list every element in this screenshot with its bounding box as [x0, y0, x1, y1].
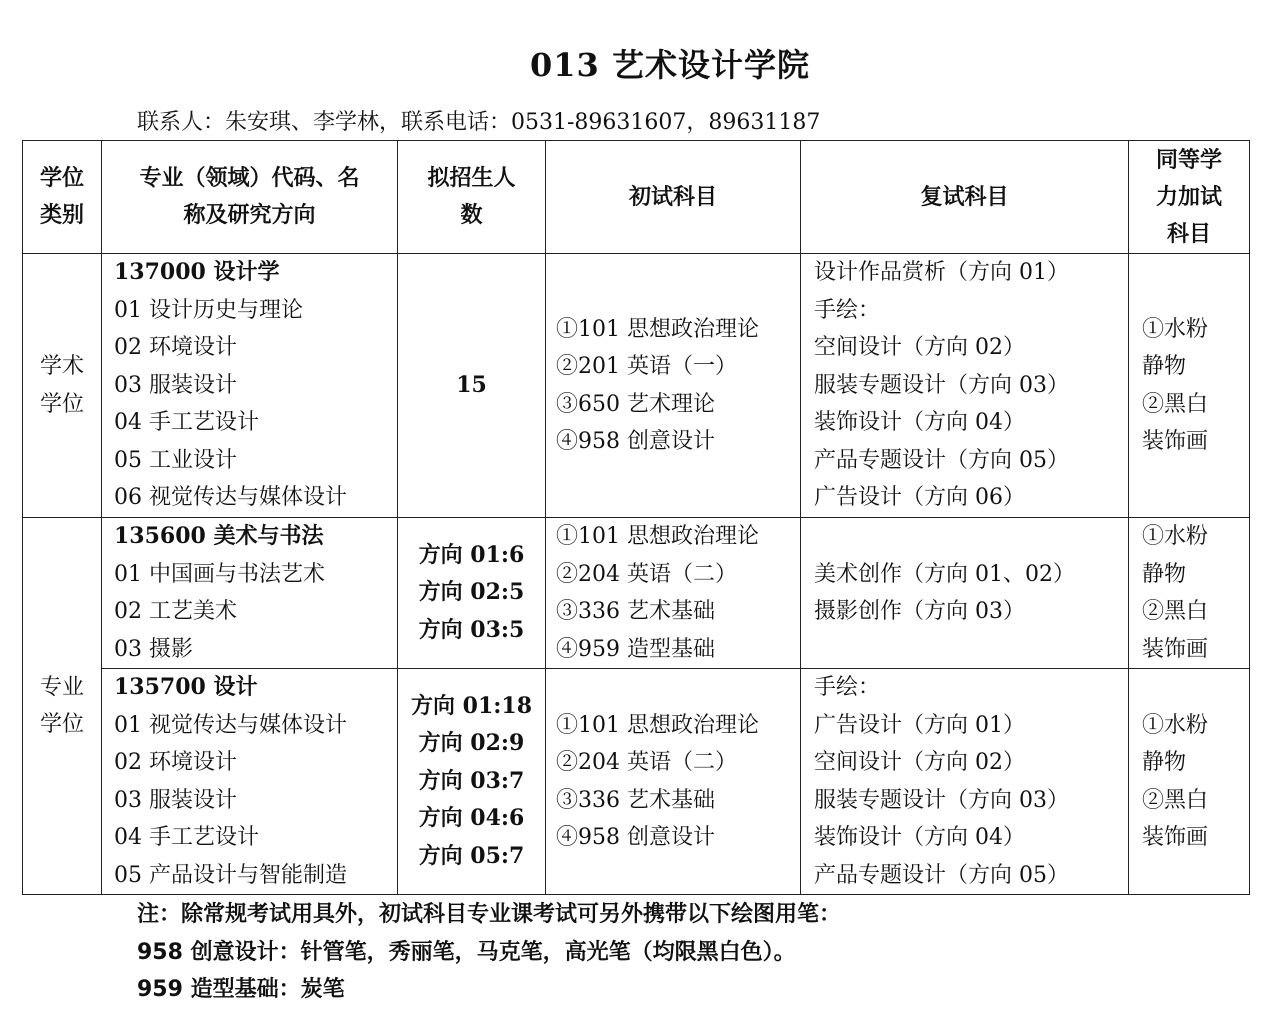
page-title: 013 艺术设计学院 — [530, 46, 810, 84]
header-quota: 拟招生人 数 — [398, 141, 546, 254]
header-row — [23, 141, 1250, 254]
direction: 04 手工艺设计 — [114, 410, 259, 436]
header-extra-exam: 同等学 力加试 科目 — [1129, 141, 1250, 254]
extra-exam-cell: ①水粉 静物 ②黑白 装饰画 — [1129, 254, 1250, 518]
extra-exam-cell: ①水粉 静物 ②黑白 装饰画 — [1129, 669, 1250, 895]
header-major: 专业（领域）代码、名 称及研究方向 — [102, 141, 398, 254]
retest-cell: 美术创作（方向 01、02） 摄影创作（方向 03） — [801, 518, 1129, 669]
major-title: 137000 设计学 — [114, 259, 280, 286]
header-initial-exam: 初试科目 — [546, 141, 801, 254]
direction: 05 工业设计 — [114, 447, 237, 473]
quota-cell: 15 — [398, 254, 546, 518]
retest-cell: 设计作品赏析（方向 01） 手绘： 空间设计（方向 02） 服装专题设计（方向 03） 装饰设计（方向 04） 产品专题设计（方向 05） 广告设计（方向 06） — [801, 254, 1129, 518]
direction: 02 环境设计 — [114, 335, 237, 361]
quota-cell: 方向 01:6 方向 02:5 方向 03:5 — [398, 518, 546, 669]
initial-exam-cell: ①101 思想政治理论 ②204 英语（二） ③336 艺术基础 ④959 造型基础 — [546, 518, 801, 669]
category-academic: 学术 学位 — [23, 254, 102, 518]
category-professional: 专业 学位 — [23, 518, 102, 895]
direction: 04 手工艺设计 — [114, 825, 259, 850]
table-row — [23, 669, 1250, 895]
direction: 05 产品设计与智能制造 — [114, 862, 347, 888]
major-cell — [102, 254, 398, 518]
direction: 02 环境设计 — [114, 750, 237, 775]
quota-cell: 方向 01:18 方向 02:9 方向 03:7 方向 04:6 方向 05:7 — [398, 669, 546, 895]
direction: 03 摄影 — [114, 636, 193, 662]
direction: 01 设计历史与理论 — [114, 297, 303, 323]
initial-exam-cell: ①101 思想政治理论 ②204 英语（二） ③336 艺术基础 ④958 创意设计 — [546, 669, 801, 895]
extra-exam-cell: ①水粉 静物 ②黑白 装饰画 — [1129, 518, 1250, 669]
retest-cell: 手绘： 广告设计（方向 01） 空间设计（方向 02） 服装专题设计（方向 03） 装饰设计（方向 04） 产品专题设计（方向 05） — [801, 669, 1129, 895]
direction: 03 服装设计 — [114, 787, 237, 813]
major-cell — [102, 669, 398, 895]
direction: 06 视觉传达与媒体设计 — [114, 485, 347, 511]
note-line: 959 造型基础：炭笔 — [137, 977, 345, 1002]
header-retest: 复试科目 — [801, 141, 1129, 254]
major-title: 135600 美术与书法 — [114, 523, 324, 549]
contact-info: 联系人：朱安琪、李学林，联系电话：0531-89631607，89631187 — [137, 110, 821, 135]
direction: 02 工艺美术 — [114, 599, 237, 624]
direction: 01 视觉传达与媒体设计 — [114, 712, 347, 738]
header-category: 学位 类别 — [23, 141, 102, 254]
direction: 03 服装设计 — [114, 372, 237, 398]
table-row — [23, 518, 1250, 669]
initial-exam-cell: ①101 思想政治理论 ②201 英语（一） ③650 艺术理论 ④958 创意设计 — [546, 254, 801, 518]
admissions-table — [22, 140, 1250, 895]
major-cell — [102, 518, 398, 669]
notes-section — [137, 896, 841, 1009]
major-title: 135700 设计 — [114, 674, 258, 700]
note-line: 注：除常规考试用具外，初试科目专业课考试可另外携带以下绘图用笔： — [137, 902, 842, 927]
direction: 01 中国画与书法艺术 — [114, 561, 325, 587]
note-line: 958 创意设计：针管笔，秀丽笔，马克笔，高光笔（均限黑白色）。 — [137, 939, 796, 965]
table-row — [23, 254, 1250, 518]
